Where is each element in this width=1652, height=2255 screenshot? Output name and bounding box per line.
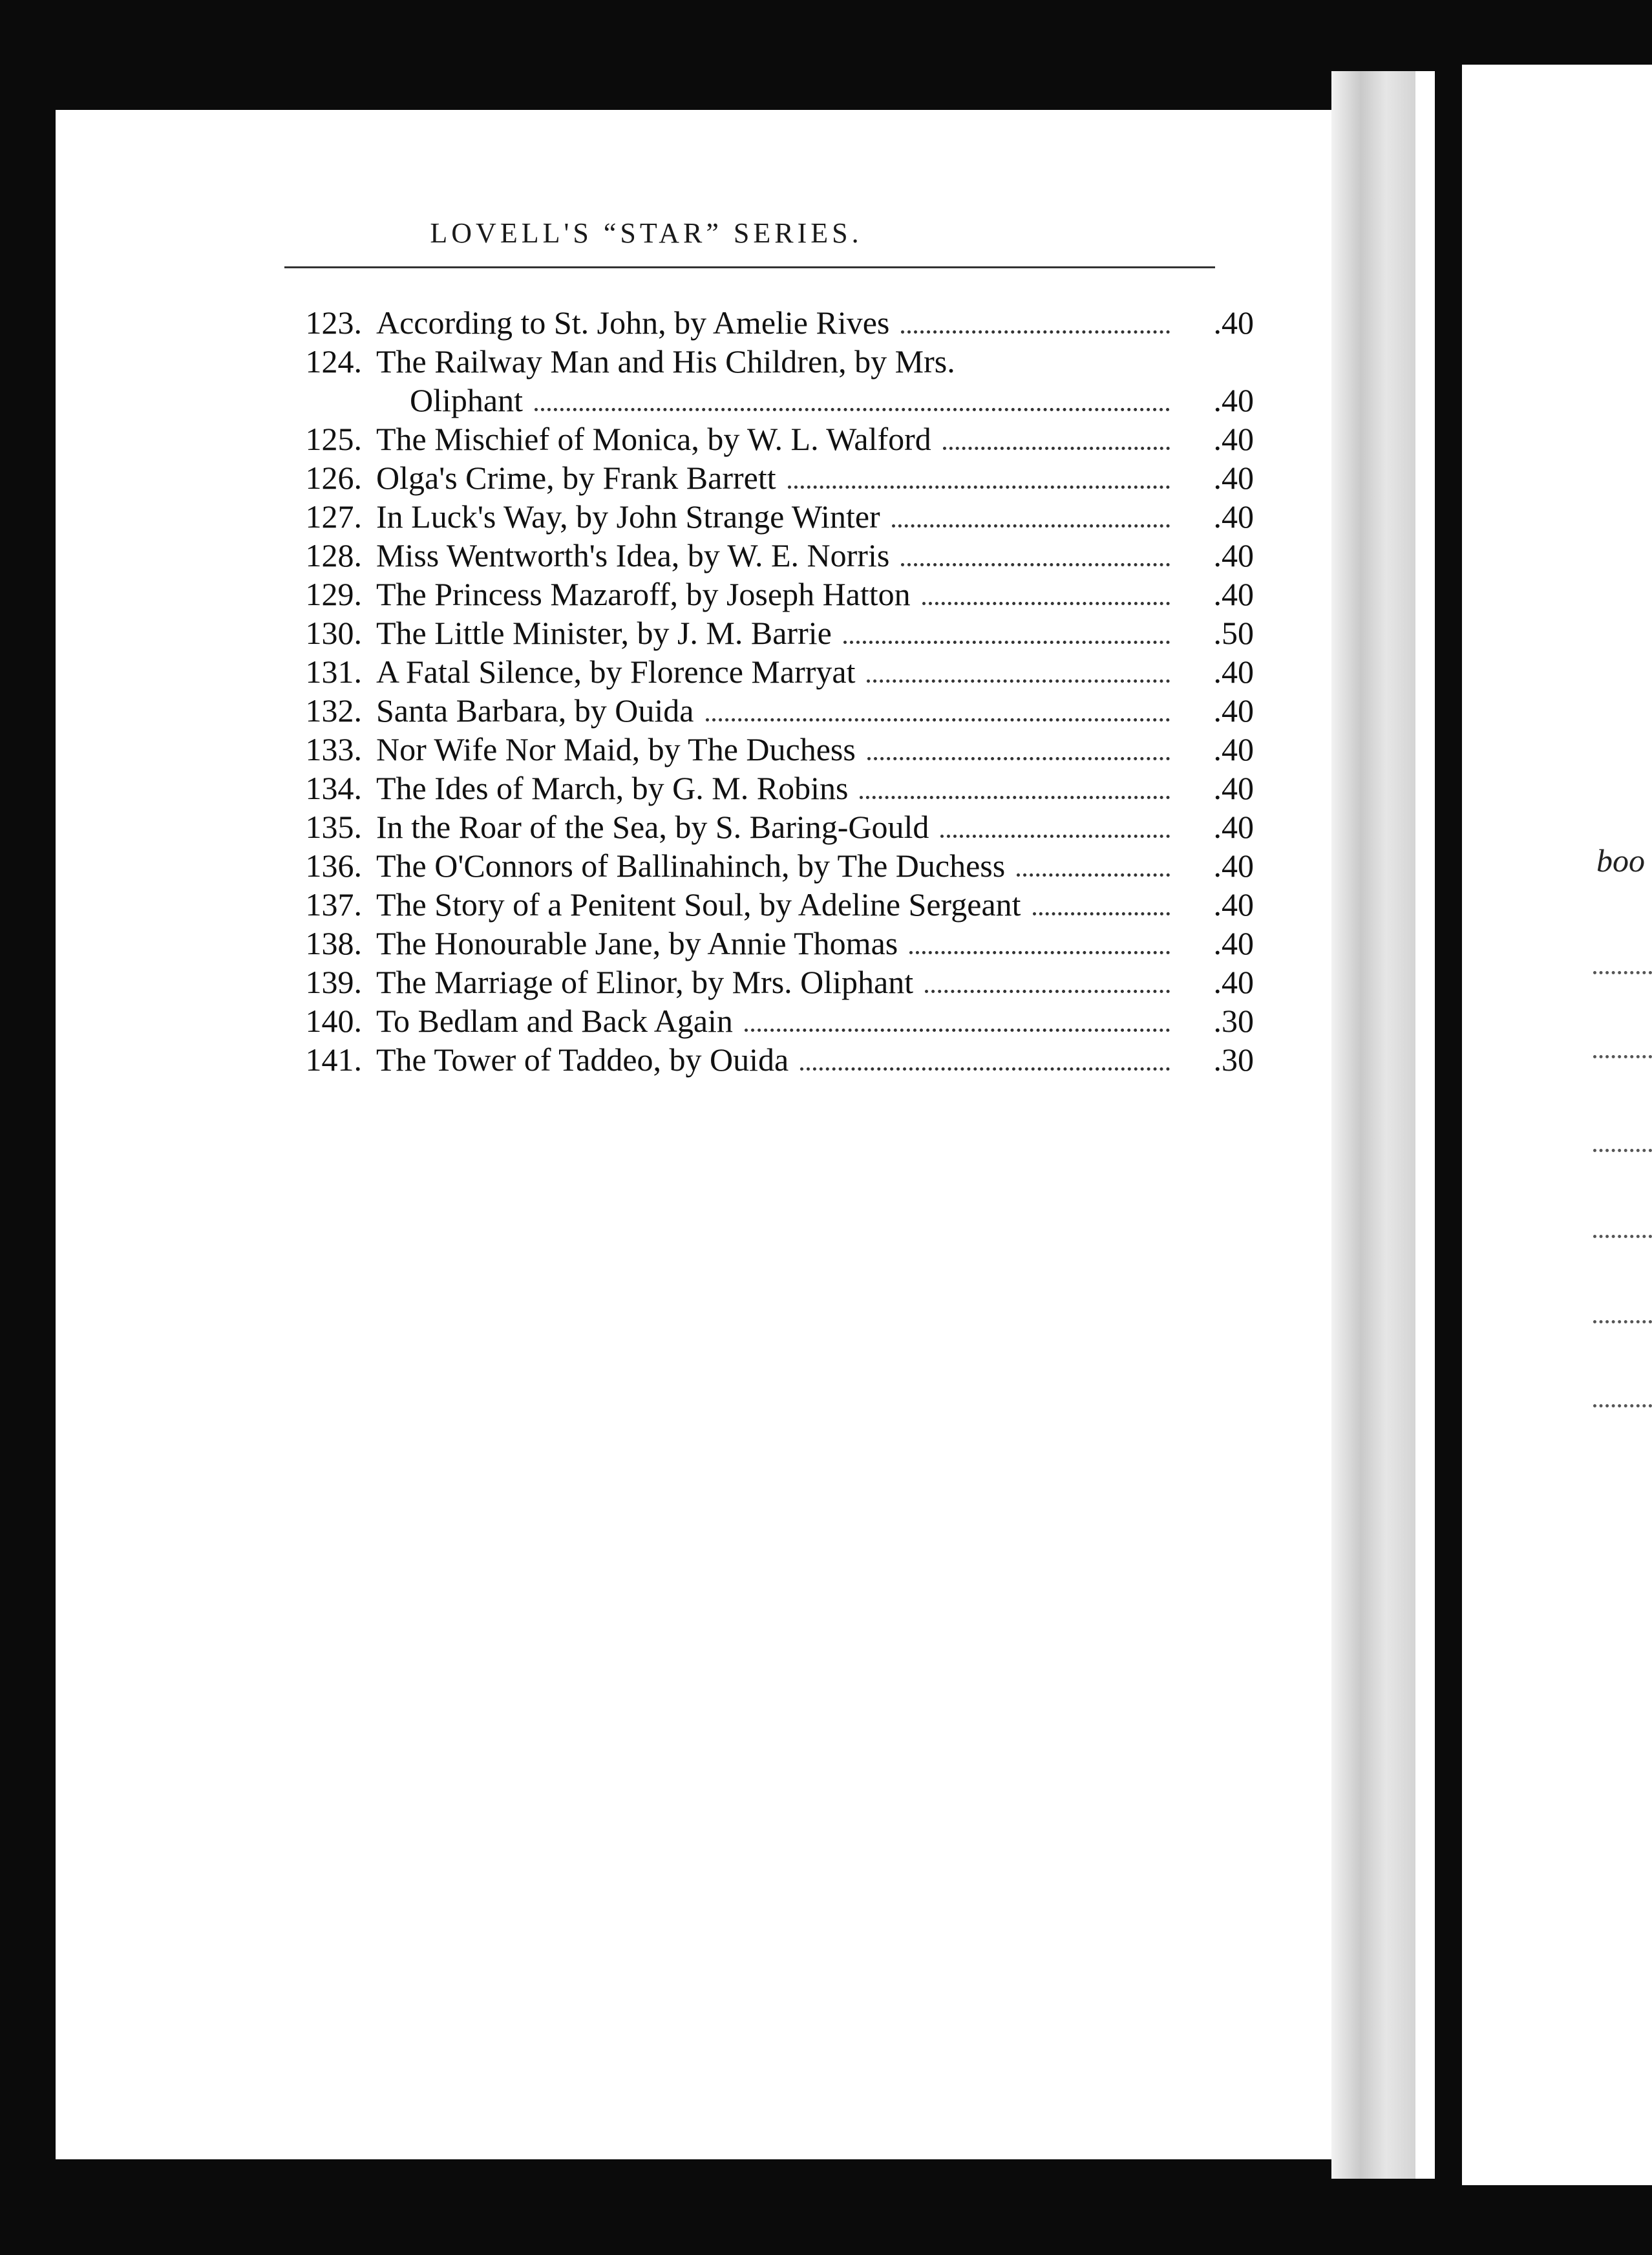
dot-leader (788, 486, 1170, 489)
entry-number: 139. (305, 964, 362, 1000)
dot-leader (901, 563, 1170, 566)
entry-price: .40 (1213, 848, 1254, 884)
entry-number: 129. (305, 576, 362, 612)
entry-price: .40 (1213, 421, 1254, 457)
entry-number: 126. (305, 460, 362, 496)
page-fold-strip (1331, 71, 1415, 2179)
entry-price: .40 (1213, 654, 1254, 690)
entry-title: To Bedlam and Back Again (376, 1003, 733, 1039)
entry-title-continuation: Oliphant (410, 382, 523, 418)
dot-leader (940, 835, 1170, 838)
list-item (259, 886, 1254, 924)
dot-leader (1033, 912, 1170, 915)
dot-leader (867, 679, 1170, 683)
entry-number: 130. (305, 615, 362, 651)
dot-leader (1017, 873, 1170, 877)
entry-number: 128. (305, 537, 362, 573)
entry-number: 134. (305, 770, 362, 806)
entry-number: 138. (305, 925, 362, 961)
page-fold-edge (1415, 71, 1435, 2179)
dot-leader (892, 524, 1170, 528)
series-list (259, 304, 1254, 1080)
entry-title: The Railway Man and His Children, by Mrs. (376, 343, 955, 379)
entry-title: The Princess Mazaroff, by Joseph Hatton (376, 576, 911, 612)
entry-title: According to St. John, by Amelie Rives (376, 305, 890, 341)
dot-leader (800, 1067, 1170, 1071)
entry-number: 131. (305, 654, 362, 690)
adjacent-page-dotted-line (1593, 1404, 1652, 1407)
adjacent-page (1462, 65, 1652, 2185)
dot-leader (535, 408, 1170, 411)
list-item (259, 769, 1254, 808)
list-item (259, 537, 1254, 575)
list-item (259, 498, 1254, 537)
entry-title: The Story of a Penitent Soul, by Adeline Sergeant (376, 886, 1021, 923)
entry-price: .40 (1213, 305, 1254, 341)
entry-title: The Little Minister, by J. M. Barrie (376, 615, 832, 651)
list-item-continuation (259, 381, 1254, 420)
entry-number: 135. (305, 809, 362, 845)
list-item (259, 420, 1254, 459)
entry-price: .40 (1213, 382, 1254, 418)
dot-leader (860, 796, 1170, 799)
list-item (259, 963, 1254, 1002)
dot-leader (867, 757, 1170, 760)
entry-title: A Fatal Silence, by Florence Marryat (376, 654, 856, 690)
dot-leader (925, 990, 1170, 993)
adjacent-page-dotted-line (1593, 971, 1652, 974)
entry-number: 127. (305, 498, 362, 535)
list-item (259, 1002, 1254, 1041)
list-item (259, 731, 1254, 769)
list-item (259, 575, 1254, 614)
entry-price: .40 (1213, 692, 1254, 729)
entry-number: 133. (305, 731, 362, 767)
running-head: LOVELL'S “STAR” SERIES. (430, 217, 863, 249)
entry-title: The Tower of Taddeo, by Ouida (376, 1042, 789, 1078)
entry-number: 141. (305, 1042, 362, 1078)
entry-price: .30 (1213, 1042, 1254, 1078)
dot-leader (909, 951, 1170, 954)
entry-price: .40 (1213, 809, 1254, 845)
entry-title: Miss Wentworth's Idea, by W. E. Norris (376, 537, 890, 573)
entry-price: .30 (1213, 1003, 1254, 1039)
dot-leader (901, 330, 1170, 334)
entry-title: In Luck's Way, by John Strange Winter (376, 498, 880, 535)
entry-title: The Mischief of Monica, by W. L. Walford (376, 421, 931, 457)
entry-price: .40 (1213, 576, 1254, 612)
list-item (259, 614, 1254, 653)
adjacent-page-dotted-line (1593, 1149, 1652, 1152)
dot-leader (745, 1029, 1170, 1032)
adjacent-page-dotted-line (1593, 1055, 1652, 1058)
entry-price: .40 (1213, 925, 1254, 961)
entry-title: The O'Connors of Ballinahinch, by The Duchess (376, 848, 1006, 884)
adjacent-page-dotted-line (1593, 1235, 1652, 1238)
list-item (259, 847, 1254, 886)
adjacent-page-word: boo (1596, 842, 1645, 879)
dot-leader (706, 718, 1170, 721)
entry-title: Olga's Crime, by Frank Barrett (376, 460, 776, 496)
entry-price: .50 (1213, 615, 1254, 651)
list-item (259, 808, 1254, 847)
list-item (259, 459, 1254, 498)
header-rule (284, 266, 1215, 268)
dot-leader (843, 641, 1170, 644)
entry-title: The Ides of March, by G. M. Robins (376, 770, 849, 806)
entry-price: .40 (1213, 770, 1254, 806)
dot-leader (922, 602, 1170, 605)
list-item (259, 692, 1254, 731)
entry-number: 124. (305, 343, 362, 379)
list-item (259, 653, 1254, 692)
entry-number: 137. (305, 886, 362, 923)
adjacent-page-dotted-line (1593, 1320, 1652, 1323)
entry-price: .40 (1213, 731, 1254, 767)
entry-number: 140. (305, 1003, 362, 1039)
dot-leader (943, 447, 1170, 450)
entry-number: 132. (305, 692, 362, 729)
entry-number: 123. (305, 305, 362, 341)
entry-price: .40 (1213, 964, 1254, 1000)
entry-number: 125. (305, 421, 362, 457)
list-item (259, 1041, 1254, 1080)
entry-title: The Marriage of Elinor, by Mrs. Oliphant (376, 964, 914, 1000)
list-item (259, 304, 1254, 343)
list-item (259, 343, 1254, 381)
entry-title: Santa Barbara, by Ouida (376, 692, 694, 729)
entry-number: 136. (305, 848, 362, 884)
entry-price: .40 (1213, 498, 1254, 535)
entry-title: Nor Wife Nor Maid, by The Duchess (376, 731, 856, 767)
list-item (259, 924, 1254, 963)
entry-price: .40 (1213, 886, 1254, 923)
entry-price: .40 (1213, 537, 1254, 573)
entry-title: The Honourable Jane, by Annie Thomas (376, 925, 898, 961)
entry-title: In the Roar of the Sea, by S. Baring-Gould (376, 809, 929, 845)
entry-price: .40 (1213, 460, 1254, 496)
